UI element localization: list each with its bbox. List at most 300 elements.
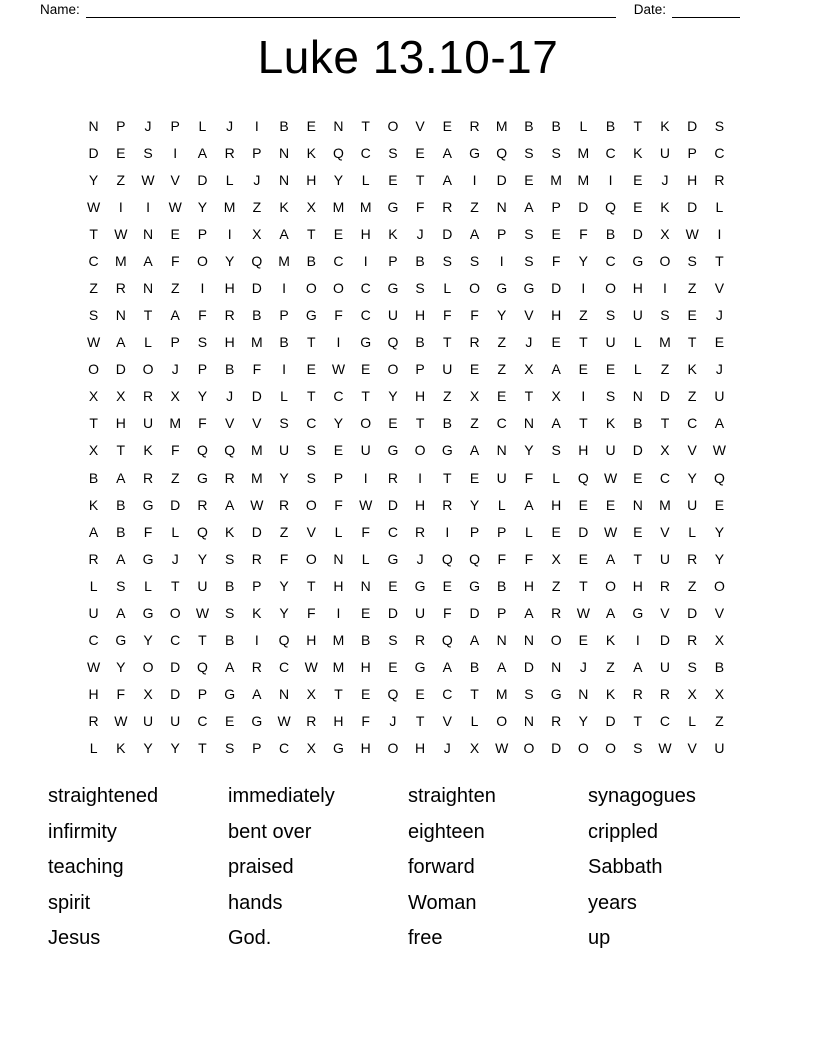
grid-cell-letter: O xyxy=(577,740,589,757)
grid-cell-letter: A xyxy=(224,496,235,513)
date-label: Date: xyxy=(633,2,666,17)
grid-cell-letter: L xyxy=(334,523,343,540)
grid-cell-letter: K xyxy=(660,198,670,215)
grid-cell-letter: R xyxy=(251,659,262,676)
grid-cell-letter: T xyxy=(334,686,343,703)
grid-cell-letter: V xyxy=(306,523,316,540)
grid-cell-letter: T xyxy=(361,388,370,405)
grid-cell-letter: X xyxy=(88,442,99,459)
grid-cell-letter: P xyxy=(170,117,180,134)
grid-cell-letter: E xyxy=(578,550,589,567)
grid-cell-letter: I xyxy=(581,388,586,405)
grid-cell-letter: O xyxy=(414,442,426,459)
grid-cell-letter: C xyxy=(306,415,317,432)
grid-cell-letter: S xyxy=(224,604,235,621)
grid-cell-letter: T xyxy=(633,550,643,567)
grid-cell-letter: O xyxy=(142,659,154,676)
grid-cell-letter: Z xyxy=(279,523,289,540)
grid-cell-letter: A xyxy=(170,307,180,324)
grid-cell-letter: D xyxy=(578,523,589,540)
grid-cell-letter: C xyxy=(278,740,290,757)
grid-cell-letter: S xyxy=(524,686,534,703)
grid-cell-letter: D xyxy=(687,198,698,215)
grid-cell-letter: P xyxy=(197,225,208,242)
grid-cell-letter: R xyxy=(115,280,126,296)
grid-cell-letter: A xyxy=(279,225,289,242)
grid-cell-letter: P xyxy=(415,361,425,378)
grid-cell-letter: Y xyxy=(714,550,725,567)
word-item: infirmity xyxy=(48,820,117,843)
grid-cell-letter: H xyxy=(333,713,344,730)
grid-cell-letter: I xyxy=(282,280,286,296)
grid-cell-letter: B xyxy=(415,334,425,351)
grid-cell-letter: D xyxy=(551,280,562,296)
grid-cell-letter: U xyxy=(142,415,154,432)
grid-cell-letter: A xyxy=(605,604,616,621)
grid-cell-letter: R xyxy=(687,550,698,567)
grid-cell-letter: O xyxy=(305,496,317,513)
grid-cell-letter: H xyxy=(415,496,426,513)
word-item: teaching xyxy=(48,856,124,878)
word-item: bent over xyxy=(228,820,312,843)
grid-cell-letter: P xyxy=(170,334,180,351)
grid-cell-letter: W xyxy=(685,225,699,242)
grid-cell-letter: Z xyxy=(551,577,561,594)
grid-cell-letter: W xyxy=(114,225,128,242)
name-label: Name: xyxy=(40,2,80,17)
grid-cell-letter: W xyxy=(168,198,182,215)
grid-cell-letter: F xyxy=(198,307,207,324)
grid-cell-letter: W xyxy=(658,740,672,757)
grid-cell-letter: O xyxy=(387,117,399,134)
grid-cell-letter: F xyxy=(306,604,316,621)
grid-cell-letter: B xyxy=(224,632,235,649)
grid-cell-letter: H xyxy=(415,388,426,405)
grid-cell-letter: B xyxy=(605,117,616,134)
grid-cell-letter: Y xyxy=(143,740,153,757)
grid-cell-letter: X xyxy=(116,388,126,405)
grid-cell-letter: H xyxy=(360,659,371,676)
grid-cell-letter: Q xyxy=(713,469,725,486)
grid-cell-letter: T xyxy=(415,415,425,432)
word-list-column xyxy=(228,779,408,957)
grid-cell-letter: Q xyxy=(577,469,589,486)
grid-cell-letter: K xyxy=(605,632,616,649)
grid-cell-letter: Y xyxy=(197,550,208,567)
grid-cell-letter: L xyxy=(89,740,98,757)
grid-cell-letter: M xyxy=(332,198,345,215)
grid-cell-letter: A xyxy=(524,198,534,215)
grid-cell-letter: R xyxy=(415,523,426,540)
word-list-column xyxy=(48,779,228,957)
grid-cell-letter: B xyxy=(116,496,126,513)
grid-cell-letter: Y xyxy=(524,442,534,459)
grid-cell-letter: B xyxy=(306,252,316,269)
grid-cell-letter: G xyxy=(414,659,426,676)
grid-cell-letter: H xyxy=(306,171,317,188)
grid-cell-letter: Q xyxy=(387,686,399,703)
grid-cell-letter: O xyxy=(333,280,344,296)
grid-cell-letter: G xyxy=(414,577,426,594)
grid-cell-letter: S xyxy=(116,577,126,594)
grid-cell-letter: Y xyxy=(333,415,344,432)
grid-cell-letter: D xyxy=(115,361,126,378)
grid-cell-letter: Z xyxy=(715,713,724,730)
grid-cell-letter: Z xyxy=(443,388,452,405)
grid-cell-letter: W xyxy=(359,496,373,513)
grid-cell-letter: Z xyxy=(170,469,180,486)
grid-cell-letter: E xyxy=(415,686,425,703)
grid-cell-letter: W xyxy=(86,334,101,351)
grid-cell-letter: O xyxy=(169,604,181,621)
grid-cell-letter: Y xyxy=(279,469,289,486)
grid-cell-letter: Z xyxy=(606,659,615,676)
grid-cell-letter: M xyxy=(251,442,263,459)
grid-cell-letter: H xyxy=(415,740,426,757)
grid-cell-letter: E xyxy=(116,144,126,161)
grid-cell-letter: I xyxy=(254,117,259,134)
grid-cell-letter: M xyxy=(495,686,508,703)
grid-cell-letter: S xyxy=(524,225,534,242)
grid-cell-letter: M xyxy=(332,659,345,676)
grid-row xyxy=(80,491,733,518)
grid-cell-letter: F xyxy=(279,550,289,567)
grid-cell-letter: E xyxy=(551,523,561,540)
grid-cell-letter: C xyxy=(387,523,398,540)
grid-cell-letter: L xyxy=(280,388,288,405)
grid-cell-letter: I xyxy=(336,334,341,351)
grid-cell-letter: G xyxy=(550,686,562,703)
grid-cell-letter: T xyxy=(633,713,643,730)
grid-cell-letter: D xyxy=(170,659,181,676)
grid-cell-letter: Z xyxy=(116,171,126,188)
grid-cell-letter: F xyxy=(524,469,534,486)
grid-cell-letter: G xyxy=(632,604,644,621)
grid-cell-letter: A xyxy=(469,632,480,649)
grid-row xyxy=(80,329,733,356)
grid-cell-letter: X xyxy=(660,442,670,459)
grid-cell-letter: L xyxy=(525,523,533,540)
grid-cell-letter: G xyxy=(142,496,154,513)
grid-cell-letter: V xyxy=(660,604,670,621)
grid-cell-letter: Q xyxy=(196,659,208,676)
grid-cell-letter: B xyxy=(714,659,725,676)
grid-cell-letter: E xyxy=(633,469,643,486)
grid-cell-letter: O xyxy=(550,632,562,649)
word-item: forward xyxy=(408,856,475,878)
grid-cell-letter: Z xyxy=(579,307,588,324)
grid-cell-letter: P xyxy=(687,144,697,161)
word-item: Sabbath xyxy=(588,856,663,878)
grid-cell-letter: V xyxy=(714,280,725,296)
grid-row xyxy=(80,735,733,762)
grid-cell-letter: N xyxy=(360,577,371,594)
grid-cell-letter: H xyxy=(551,496,562,513)
grid-cell-letter: M xyxy=(169,415,182,432)
grid-cell-letter: O xyxy=(387,361,399,378)
grid-cell-letter: S xyxy=(660,307,670,324)
grid-cell-letter: I xyxy=(608,171,613,188)
grid-cell-letter: U xyxy=(197,577,208,594)
grid-cell-letter: U xyxy=(605,334,616,351)
grid-cell-letter: A xyxy=(442,171,452,188)
grid-cell-letter: B xyxy=(116,523,126,540)
grid-cell-letter: E xyxy=(442,117,452,134)
grid-cell-letter: W xyxy=(304,659,318,676)
grid-cell-letter: J xyxy=(715,361,723,378)
grid-cell-letter: T xyxy=(633,117,643,134)
grid-cell-letter: A xyxy=(197,144,208,161)
grid-cell-letter: W xyxy=(277,713,291,730)
grid-cell-letter: R xyxy=(687,632,698,649)
grid-cell-letter: S xyxy=(306,469,316,486)
grid-cell-letter: N xyxy=(551,659,562,676)
grid-cell-letter: T xyxy=(579,415,588,432)
grid-cell-letter: H xyxy=(523,577,534,594)
grid-cell-letter: S xyxy=(143,144,153,161)
grid-cell-letter: K xyxy=(252,604,262,621)
grid-cell-letter: C xyxy=(605,252,616,269)
grid-cell-letter: D xyxy=(523,659,534,676)
grid-cell-letter: F xyxy=(415,198,425,215)
grid-cell-letter: J xyxy=(416,225,424,242)
grid-cell-letter: T xyxy=(660,415,670,432)
grid-cell-letter: T xyxy=(579,577,588,594)
grid-cell-letter: T xyxy=(306,334,316,351)
grid-cell-letter: U xyxy=(88,604,99,621)
grid-cell-letter: E xyxy=(633,198,643,215)
grid-cell-letter: H xyxy=(578,442,589,459)
grid-cell-letter: Z xyxy=(470,415,479,432)
date-blank-line xyxy=(672,1,740,18)
grid-cell-letter: O xyxy=(523,740,535,757)
grid-cell-letter: S xyxy=(551,144,561,161)
grid-cell-letter: E xyxy=(469,469,480,486)
grid-cell-letter: R xyxy=(442,496,453,513)
grid-cell-letter: A xyxy=(116,334,126,351)
grid-cell-letter: K xyxy=(279,198,289,215)
grid-cell-letter: C xyxy=(605,144,616,161)
grid-cell-letter: N xyxy=(88,117,99,134)
grid-cell-letter: Y xyxy=(197,388,208,405)
grid-cell-letter: V xyxy=(687,442,697,459)
grid-cell-letter: S xyxy=(633,740,643,757)
grid-cell-letter: J xyxy=(416,550,424,567)
name-blank-line xyxy=(86,1,616,18)
grid-cell-letter: X xyxy=(551,550,561,567)
grid-cell-letter: N xyxy=(632,496,643,513)
grid-row xyxy=(80,410,733,437)
grid-cell-letter: E xyxy=(170,225,180,242)
grid-cell-letter: E xyxy=(551,334,561,351)
grid-row xyxy=(80,518,733,545)
grid-cell-letter: N xyxy=(142,225,154,242)
grid-cell-letter: X xyxy=(88,388,99,405)
letter-grid xyxy=(80,112,733,762)
grid-cell-letter: K xyxy=(306,144,316,161)
grid-cell-letter: O xyxy=(142,361,154,378)
grid-cell-letter: K xyxy=(633,144,643,161)
grid-cell-letter: Y xyxy=(687,469,697,486)
grid-cell-letter: X xyxy=(469,740,480,757)
grid-cell-letter: N xyxy=(278,686,290,703)
grid-cell-letter: F xyxy=(470,307,479,324)
grid-cell-letter: E xyxy=(714,334,725,351)
grid-cell-letter: L xyxy=(225,171,234,188)
grid-cell-letter: R xyxy=(224,469,235,486)
grid-cell-letter: F xyxy=(198,415,207,432)
grid-cell-letter: Y xyxy=(116,659,126,676)
grid-cell-letter: S xyxy=(224,740,235,757)
grid-cell-letter: D xyxy=(251,280,262,296)
grid-cell-letter: G xyxy=(387,280,399,296)
grid-row xyxy=(80,193,733,220)
grid-cell-letter: C xyxy=(170,632,181,649)
grid-cell-letter: A xyxy=(469,225,480,242)
grid-cell-letter: L xyxy=(688,523,697,540)
word-item: praised xyxy=(228,856,294,878)
grid-cell-letter: N xyxy=(523,415,534,432)
grid-cell-letter: S xyxy=(306,442,316,459)
grid-cell-letter: E xyxy=(333,442,344,459)
grid-cell-letter: P xyxy=(197,361,208,378)
grid-cell-letter: E xyxy=(388,577,398,594)
grid-cell-letter: T xyxy=(89,225,98,242)
grid-cell-letter: Y xyxy=(333,171,344,188)
grid-cell-letter: O xyxy=(88,361,100,378)
grid-cell-letter: W xyxy=(495,740,509,757)
grid-cell-letter: S xyxy=(388,632,398,649)
grid-cell-letter: U xyxy=(142,713,154,730)
grid-row xyxy=(80,139,733,166)
grid-cell-letter: S xyxy=(469,252,480,269)
grid-cell-letter: Q xyxy=(441,550,453,567)
grid-cell-letter: I xyxy=(254,632,259,649)
grid-cell-letter: Z xyxy=(470,198,479,215)
grid-cell-letter: N xyxy=(578,686,589,703)
grid-cell-letter: I xyxy=(472,171,477,188)
grid-cell-letter: A xyxy=(524,496,534,513)
grid-cell-letter: D xyxy=(551,740,562,757)
grid-cell-letter: F xyxy=(334,307,343,324)
grid-row xyxy=(80,112,733,139)
grid-cell-letter: T xyxy=(143,307,153,324)
grid-cell-letter: F xyxy=(252,361,262,378)
grid-cell-letter: L xyxy=(144,334,152,351)
grid-cell-letter: E xyxy=(361,604,371,621)
grid-cell-letter: X xyxy=(469,388,480,405)
grid-cell-letter: R xyxy=(469,334,480,351)
word-item: years xyxy=(588,891,637,914)
grid-cell-letter: Q xyxy=(441,632,453,649)
grid-cell-letter: F xyxy=(170,252,180,269)
grid-cell-letter: J xyxy=(443,740,451,757)
grid-cell-letter: L xyxy=(552,469,561,486)
grid-cell-letter: G xyxy=(632,252,644,269)
grid-cell-letter: N xyxy=(632,388,643,405)
grid-cell-letter: U xyxy=(659,550,671,567)
grid-cell-letter: C xyxy=(659,469,671,486)
grid-cell-letter: D xyxy=(578,198,589,215)
grid-cell-letter: Y xyxy=(88,171,99,188)
grid-cell-letter: Q xyxy=(196,523,208,540)
grid-row xyxy=(80,247,733,274)
grid-cell-letter: I xyxy=(336,604,341,621)
grid-cell-letter: H xyxy=(306,632,317,649)
grid-cell-letter: Y xyxy=(469,496,480,513)
grid-cell-letter: P xyxy=(197,686,208,703)
grid-cell-letter: U xyxy=(659,659,671,676)
grid-cell-letter: L xyxy=(198,117,207,134)
grid-cell-letter: N xyxy=(496,442,507,459)
grid-cell-letter: S xyxy=(279,415,289,432)
grid-row xyxy=(80,708,733,735)
grid-cell-letter: X xyxy=(687,686,697,703)
grid-cell-letter: X xyxy=(714,632,725,649)
grid-cell-letter: D xyxy=(632,225,643,242)
grid-cell-letter: K xyxy=(388,225,398,242)
grid-cell-letter: V xyxy=(442,713,452,730)
grid-cell-letter: C xyxy=(442,686,453,703)
grid-cell-letter: W xyxy=(141,171,155,188)
grid-cell-letter: X xyxy=(252,225,262,242)
word-item: crippled xyxy=(588,820,659,843)
grid-cell-letter: E xyxy=(687,307,697,324)
grid-cell-letter: Y xyxy=(497,307,507,324)
header xyxy=(40,1,740,18)
grid-cell-letter: S xyxy=(415,280,425,296)
grid-cell-letter: U xyxy=(360,442,371,459)
grid-cell-letter: Y xyxy=(170,740,180,757)
grid-cell-letter: R xyxy=(224,307,235,324)
grid-cell-letter: S xyxy=(605,307,616,324)
grid-cell-letter: G xyxy=(387,198,399,215)
grid-cell-letter: L xyxy=(89,577,98,594)
grid-cell-letter: F xyxy=(334,496,343,513)
grid-cell-letter: L xyxy=(470,713,479,730)
grid-cell-letter: F xyxy=(143,523,153,540)
grid-cell-letter: E xyxy=(524,171,534,188)
grid-cell-letter: P xyxy=(497,604,507,621)
grid-row xyxy=(80,599,733,626)
grid-cell-letter: H xyxy=(632,577,643,594)
grid-cell-letter: J xyxy=(715,307,723,324)
grid-cell-letter: D xyxy=(442,225,453,242)
grid-cell-letter: P xyxy=(469,523,480,540)
grid-cell-letter: N xyxy=(333,550,344,567)
grid-cell-letter: H xyxy=(632,280,643,296)
grid-cell-letter: I xyxy=(663,280,667,296)
grid-cell-letter: I xyxy=(717,225,722,242)
grid-cell-letter: B xyxy=(279,334,289,351)
grid-cell-letter: N xyxy=(496,198,507,215)
grid-cell-letter: X xyxy=(306,686,316,703)
grid-cell-letter: Q xyxy=(251,252,263,269)
grid-row xyxy=(80,166,733,193)
grid-cell-letter: O xyxy=(196,252,208,269)
grid-cell-letter: J xyxy=(171,550,179,567)
grid-cell-letter: M xyxy=(577,171,590,188)
grid-cell-letter: D xyxy=(496,171,507,188)
grid-cell-letter: Z xyxy=(687,280,697,296)
grid-cell-letter: E xyxy=(469,361,480,378)
grid-cell-letter: E xyxy=(224,713,235,730)
grid-row xyxy=(80,681,733,708)
grid-cell-letter: V xyxy=(714,604,725,621)
grid-cell-letter: X xyxy=(714,686,725,703)
grid-cell-letter: P xyxy=(279,307,289,324)
grid-cell-letter: A xyxy=(442,659,452,676)
